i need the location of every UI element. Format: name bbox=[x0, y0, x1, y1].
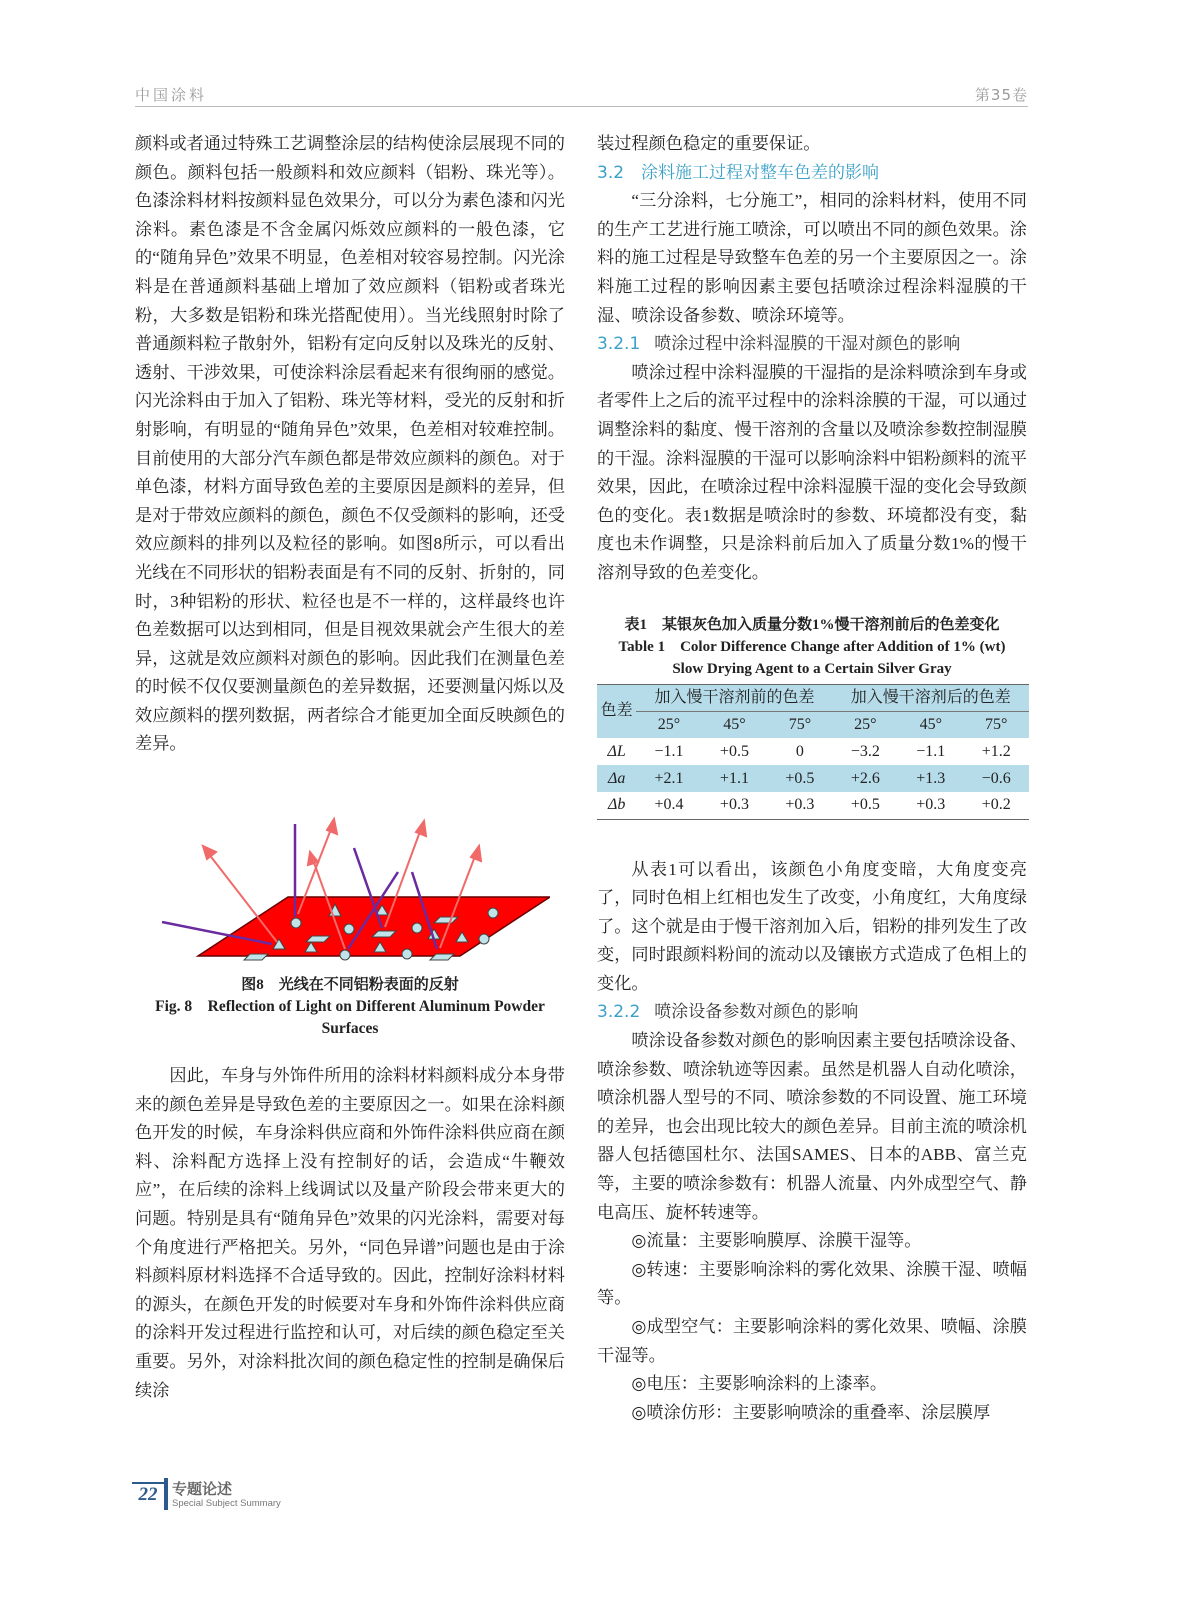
paragraph: 颜料或者通过特殊工艺调整涂层的结构使涂层展现不同的颜色。颜料包括一般颜料和效应颜料（铝粉、珠光等）。色漆涂料材料按颜料显色效果分，可以分为素色漆和闪光涂料。素色漆是不含金属闪烁效应颜料的一般色漆，它的“随角异色”效果不明显，色差相对较容易控制。闪光涂料是在普通颜料基础上增加了效应颜料（铝粉或者珠光粉，大多数是铝粉和珠光搭配使用）。当光线照射时除了普通颜料粒子散射外，铝粉有定向反射以及珠光的反射、透射、干涉效果，可使涂料涂层看起来有很绚丽的感觉。闪光涂料由于加入了铝粉、珠光等材料，受光的反射和折射影响，有明显的“随角异色”效果，色差相对较难控制。目前使用的大部分汽车颜色都是带效应颜料的颜色。对于单色漆，材料方面导致色差的主要原因是颜料的差异，但是对于带效应颜料的颜色，颜色不仅受颜料的影响，还受效应颜料的排列以及粒径的影响。如图8所示，可以看出光线在不同形状的铝粉表面是有不同的反射、折射的，同时，3种铝粉的形状、粒径也是不一样的，这样最终也许色差数据可以达到相同，但是目视效果就会产生很大的差异，这就是效应颜料对颜色的影响。因此我们在测量色差的时候不仅仅要测量颜色的差异数据，还要测量闪烁以及效应颜料的摆列数据，两者综合才能更加全面反映颜色的差异。 bbox=[135, 134, 565, 754]
bullet-item: ◎喷涂仿形：主要影响喷涂的重叠率、涂层膜厚 bbox=[631, 1402, 991, 1422]
bullet-item: ◎转速：主要影响涂料的雾化效果、涂膜干湿、喷幅等。 bbox=[597, 1259, 1027, 1308]
paragraph: 装过程颜色稳定的重要保证。 bbox=[597, 134, 821, 153]
angle-header: 45° bbox=[898, 711, 963, 738]
table-caption-en-2: Slow Drying Agent to a Certain Silver Gray bbox=[672, 660, 952, 677]
paragraph: 因此，车身与外饰件所用的涂料材料颜料成分本身带来的颜色差异是导致色差的主要原因之一。如果在涂料颜色开发的时候，车身涂料供应商和外饰件涂料供应商在颜料、涂料配方选择上没有控制好的话，会造成“牛鞭效应”，在后续的涂料上线调试以及量产阶段会带来更大的问题。特别是具有“随角异色”效果的闪光涂料，需要对每个角度进行严格把关。另外，“同色异谱”问题也是由于涂料颜料原材料选择不合适导致的。因此，控制好涂料材料的源头，在颜色开发的时候要对车身和外饰件涂料供应商的涂料开发过程进行监控和认可，对后续的颜色稳定至关重要。另外，对涂料批次间的颜色稳定性的控制是确保后续涂 bbox=[135, 1066, 565, 1400]
bullet-item: ◎电压：主要影响涂料的上漆率。 bbox=[631, 1374, 888, 1394]
section-heading-3-2-1: 3.2.1 喷涂过程中涂料湿膜的干湿对颜色的影响 bbox=[597, 334, 961, 355]
figure-caption-cn: 图8 光线在不同铝粉表面的反射 bbox=[241, 977, 459, 994]
angle-header: 45° bbox=[702, 711, 767, 738]
color-difference-table bbox=[597, 684, 1029, 820]
table-row: Δb +0.4 +0.3 +0.3 +0.5 +0.3 +0.2 bbox=[597, 792, 1029, 819]
journal-name: 中国涂料 bbox=[135, 86, 208, 104]
header-rule bbox=[135, 106, 1028, 107]
table-caption-cn: 表1 某银灰色加入质量分数1%慢干溶剂前后的色差变化 bbox=[624, 616, 1000, 633]
page-number: 22 bbox=[132, 1482, 164, 1508]
footer-bar bbox=[164, 1478, 168, 1510]
figure-captions bbox=[135, 974, 565, 1040]
right-column bbox=[597, 130, 1027, 1427]
group-header-after: 加入慢干溶剂后的色差 bbox=[833, 684, 1029, 711]
table-caption-en-1: Table 1 Color Difference Change after Addition of 1% (wt) bbox=[618, 638, 1006, 655]
corner-header: 色差 bbox=[597, 684, 636, 738]
section-title-en: Special Subject Summary bbox=[172, 1498, 281, 1509]
bullet-item: ◎流量：主要影响膜厚、涂膜干湿等。 bbox=[631, 1231, 922, 1251]
angle-header: 75° bbox=[964, 711, 1030, 738]
section-heading-3-2-2: 3.2.2 喷涂设备参数对颜色的影响 bbox=[597, 1002, 859, 1023]
paragraph: 喷涂过程中涂料湿膜的干湿指的是涂料喷涂到车身或者零件上之后的流平过程中的涂料涂膜的干湿，可以通过调整涂料的黏度、慢干溶剂的含量以及喷涂参数控制湿膜的干湿。涂料湿膜的干湿可以影响涂料中铝粉颜料的流平效果，因此，在喷涂过程中涂料湿膜干湿的变化会导致颜色的变化。表1数据是喷涂时的参数、环境都没有变，黏度也未作调整，只是涂料前后加入了质量分数1%的慢干溶剂导致的色差变化。 bbox=[597, 362, 1027, 582]
angle-header: 25° bbox=[833, 711, 898, 738]
paragraph: 从表1可以看出，该颜色小角度变暗，大角度变亮了，同时色相上红相也发生了改变，小角度红，大角度绿了。这个就是由于慢干溶剂加入后，铝粉的排列发生了改变，同时跟颜料粉间的流动以及镶嵌方式造成了色相上的变化。 bbox=[597, 859, 1027, 993]
left-column bbox=[135, 130, 565, 1405]
angle-header: 25° bbox=[636, 711, 701, 738]
volume: 第35卷 bbox=[974, 86, 1028, 104]
section-heading-3-2: 3.2 涂料施工过程对整车色差的影响 bbox=[597, 162, 880, 183]
paragraph: 喷涂设备参数对颜色的影响因素主要包括喷涂设备、喷涂参数、喷涂轨迹等因素。虽然是机器人自动化喷涂，喷涂机器人型号的不同、喷涂参数的不同设置、施工环境的差异，也会出现比较大的颜色差异。目前主流的喷涂机器人包括德国杜尔、法国SAMES、日本的ABB、富兰克等，主要的喷涂参数有：机器人流量、内外成型空气、静电高压、旋杯转速等。 bbox=[597, 1031, 1027, 1222]
group-header-before: 加入慢干溶剂前的色差 bbox=[636, 684, 832, 711]
bullet-item: ◎成型空气：主要影响涂料的雾化效果、喷幅、涂膜干湿等。 bbox=[597, 1317, 1027, 1365]
table-block bbox=[597, 614, 1027, 820]
table-row: Δa +2.1 +1.1 +0.5 +2.6 +1.3 −0.6 bbox=[597, 765, 1029, 792]
table-row: ΔL −1.1 +0.5 0 −3.2 −1.1 +1.2 bbox=[607, 742, 1011, 760]
paragraph: “三分涂料，七分施工”，相同的涂料材料，使用不同的生产工艺进行施工喷涂，可以喷出不同的颜色效果。涂料的施工过程是导致整车色差的另一个主要原因之一。涂料施工过程的影响因素主要包括喷涂过程涂料湿膜的干湿、喷涂设备参数、喷涂环境等。 bbox=[597, 191, 1027, 325]
section-title-cn: 专题论述 bbox=[172, 1480, 233, 1498]
angle-header: 75° bbox=[767, 711, 832, 738]
figure-8-diagram bbox=[150, 799, 550, 964]
figure-caption-en: Fig. 8 Reflection of Light on Different Aluminum Powder Surfaces bbox=[155, 998, 545, 1038]
